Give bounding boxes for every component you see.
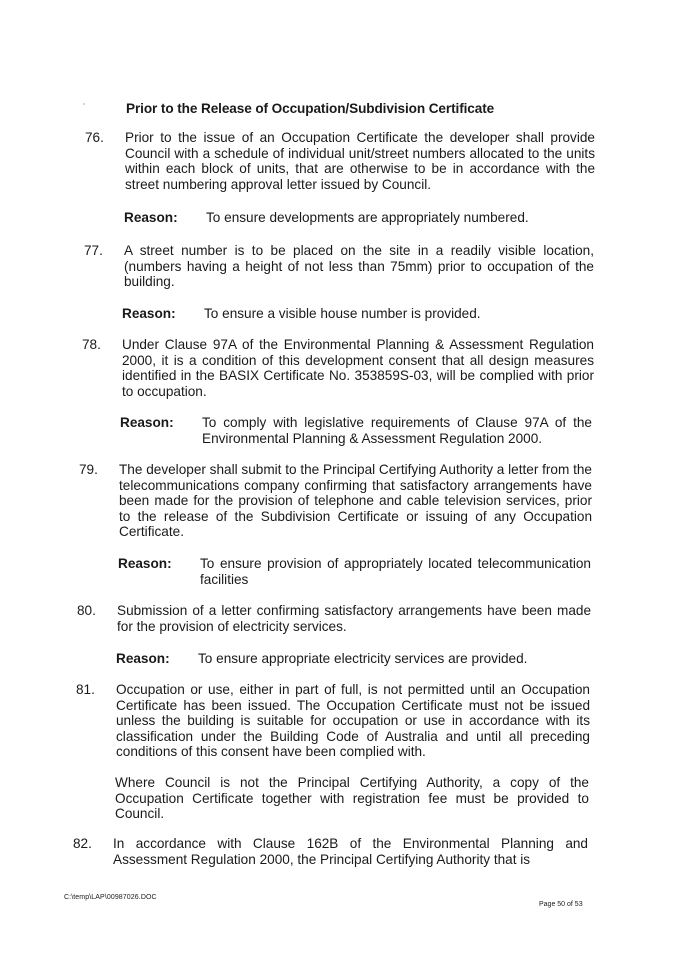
clause-text: Prior to the issue of an Occupation Certificate the developer shall provide Council with a schedule of individual unit/street numbers allocated to the units within each block of units, that are otherwise to be in accordance with the street numbering approval letter issued by Council. [125, 130, 595, 192]
clause-text: Occupation or use, either in part of full, is not permitted until an Occupation Certificate has been issued. The Occupation Certificate must not be issued unless the building is suitable for occupation or use in accordance with its classification under the Building Code of Australia and until all preceding conditions of this consent have been complied with. [116, 682, 590, 760]
scan-artifact [83, 103, 85, 105]
reason-text: To ensure appropriate electricity services are provided. [198, 651, 528, 666]
footer-page-number: Page 50 of 53 [539, 901, 583, 908]
reason-label: Reason: [122, 306, 176, 321]
clause-number: 80. [77, 603, 96, 618]
clause-number: 81. [76, 682, 95, 697]
reason-text: To comply with legislative requirements of Clause 97A of the Environmental Planning & Assessment Regulation 2000. [202, 415, 592, 446]
clause-number: 79. [79, 462, 98, 477]
reason-label: Reason: [124, 210, 178, 225]
clause-number: 77. [84, 243, 103, 258]
clause-text: A street number is to be placed on the site in a readily visible location, (numbers having a height of not less than 75mm) prior to occupation of the building. [124, 243, 594, 290]
clause-text: The developer shall submit to the Principal Certifying Authority a letter from the telecommunications company confirming that satisfactory arrangements have been made for the provision of telephone and cable television services, prior to the release of the Subdivision Certificate or issuing of any Occupation Certificate. [119, 462, 592, 540]
reason-label: Reason: [116, 651, 170, 666]
reason-text: To ensure a visible house number is provided. [204, 306, 481, 321]
clause-number: 82. [73, 836, 92, 851]
reason-label: Reason: [118, 556, 172, 571]
clause-text: Submission of a letter confirming satisfactory arrangements have been made for the provision of electricity services. [117, 603, 591, 634]
footer-file-path: C:\temp\LAP\00987026.DOC [64, 894, 157, 901]
clause-81-paragraph-2: Where Council is not the Principal Certifying Authority, a copy of the Occupation Certificate together with registration fee must be provided to Council. [115, 775, 589, 822]
clause-text: Under Clause 97A of the Environmental Planning & Assessment Regulation 2000, it is a condition of this development consent that all design measures identified in the BASIX Certificate No. 353859S-03, will be complied with prior to occupation. [122, 337, 594, 399]
reason-text: To ensure developments are appropriately numbered. [206, 210, 529, 225]
clause-text: In accordance with Clause 162B of the Environmental Planning and Assessment Regulation 2000, the Principal Certifying Authority that is [113, 836, 588, 867]
section-heading: Prior to the Release of Occupation/Subdivision Certificate [126, 101, 495, 116]
reason-text: To ensure provision of appropriately located telecommunication facilities [200, 556, 591, 587]
reason-label: Reason: [120, 415, 174, 430]
clause-number: 78. [82, 337, 101, 352]
clause-number: 76. [85, 130, 104, 145]
